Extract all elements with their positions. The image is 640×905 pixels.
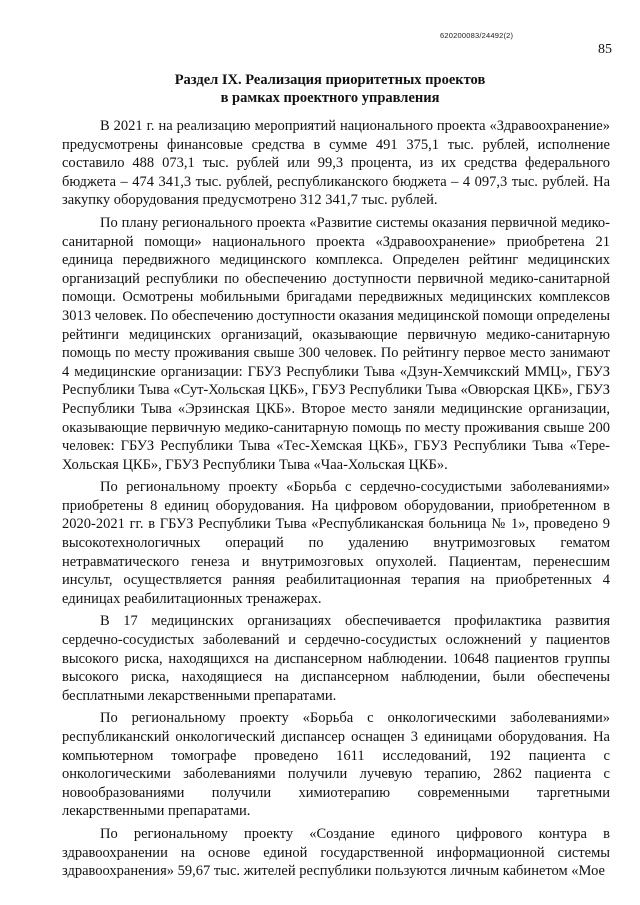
paragraph: В 2021 г. на реализацию мероприятий национального проекта «Здравоохранение» предусмотрены финансовые средства в сумме 491 375,1 тыс. рублей, исполнение составило 488 073,1 тыс. рублей или 99,3 процента, из их средства федерального бюджета – 474 341,3 тыс. рублей, республиканского бюджета – 4 097,3 тыс. рублей. На закупку оборудования предусмотрено 312 341,7 тыс. рублей. [62, 118, 610, 209]
paragraph: По плану регионального проекта «Развитие системы оказания первичной медико-санитарной помощи» национального проекта «Здравоохранение» приобретена 21 единица передвижного медицинского комплекса. Определен рейтинг медицинских организаций республики по обеспечению доступности первичной медико-санитарной помощи. Осмотрены мобильными бригадами передвижных медицинских комплексов 3013 человек. По обеспечению доступности оказания медицинской помощи определены рейтинги медицинских организаций, оказывающие первичную медико-санитарную помощь по месту проживания свыше 300 человек. По рейтингу первое место занимают 4 медицинские организации: ГБУЗ Республики Тыва «Дзун-Хемчикский ММЦ», ГБУЗ Республики Тыва «Сут-Хольская ЦКБ», ГБУЗ Республики Тыва «Овюрская ЦКБ», ГБУЗ Республики Тыва «Эрзинская ЦКБ». Второе место заняли медицинские организации, оказывающие первичную медико-санитарную помощь по месту проживания свыше 200 человек: ГБУЗ Республики Тыва «Тес-Хемская ЦКБ», ГБУЗ Республики Тыва «Тере-Хольская ЦКБ», ГБУЗ Республики Тыва «Чаа-Хольская ЦКБ». [62, 214, 610, 473]
paragraph: По региональному проекту «Борьба с сердечно-сосудистыми заболеваниями» приобретены 8 единиц оборудования. На цифровом оборудовании, приобретенном в 2020-2021 гг. в ГБУЗ Республики Тыва «Республиканская больница № 1», проведено 9 высокотехнологичных операций по удалению внутримозговых гематом нетравматического генеза и внутримозговых опухолей. Пациентам, перенесшим инсульт, осуществляется ранняя реабилитационная терапия на приобретенных 4 единицах реабилитационных тренажерах. [62, 479, 610, 607]
document-id: 620200083/24492(2) [440, 31, 514, 40]
body-text [62, 117, 610, 885]
section-title-line-1: Раздел IX. Реализация приоритетных проектов [174, 72, 486, 88]
paragraph: В 17 медицинских организациях обеспечивается профилактика развития сердечно-сосудистых заболеваний и сердечно-сосудистых осложнений у пациентов высокого риска, находящихся на диспансерном наблюдении. 10648 пациентов группы высокого риска, находящиеся на диспансерном наблюдении, были обеспечены бесплатными лекарственными препаратами. [62, 613, 610, 704]
section-title [60, 72, 600, 107]
section-title-line-2: в рамках проектного управления [220, 89, 440, 106]
paragraph: По региональному проекту «Создание единого цифрового контура в здравоохранении на основе единой государственной информационной системы здравоохранения» 59,67 тыс. жителей республики пользуются личным кабинетом «Мое [62, 825, 610, 880]
page-number: 85 [598, 42, 612, 57]
paragraph: По региональному проекту «Борьба с онкологическими заболеваниями» республиканский онкологический диспансер оснащен 3 единицами оборудования. На компьютерном томографе проведено 1611 исследований, 192 пациента с онкологическими заболеваниями получили лучевую терапию, 2862 пациента с новообразованиями получили химиотерапию современными таргетными лекарственными препаратами. [62, 710, 610, 820]
